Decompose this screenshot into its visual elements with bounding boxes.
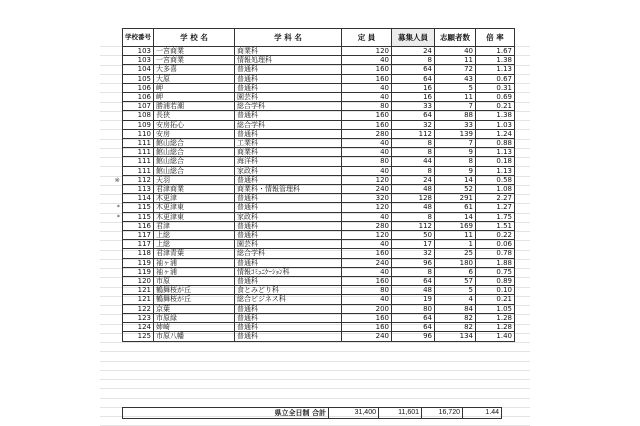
cell-department: 普通科 xyxy=(235,332,342,341)
cell-school-number: 111 xyxy=(123,166,154,175)
cell-applicants: 14 xyxy=(435,175,476,184)
cell-school-number: 111 xyxy=(123,148,154,157)
cell-capacity: 40 xyxy=(342,166,392,175)
cell-department: 普通科 xyxy=(235,313,342,322)
table-row xyxy=(123,267,515,276)
table-row xyxy=(123,175,515,184)
cell-school-number: 104 xyxy=(123,65,154,74)
cell-recruitment: 64 xyxy=(392,323,435,332)
cell-department: 食とみどり科 xyxy=(235,286,342,295)
table-row xyxy=(123,83,515,92)
cell-ratio: 1.05 xyxy=(476,304,515,313)
cell-capacity: 80 xyxy=(342,286,392,295)
cell-capacity: 40 xyxy=(342,56,392,65)
cell-applicants: 33 xyxy=(435,120,476,129)
cell-department: 普通科 xyxy=(235,323,342,332)
cell-school-number: 106 xyxy=(123,83,154,92)
total-row xyxy=(123,408,502,419)
cell-recruitment: 8 xyxy=(392,139,435,148)
applicants-table xyxy=(122,28,515,342)
cell-applicants: 8 xyxy=(435,157,476,166)
cell-ratio: 0.06 xyxy=(476,240,515,249)
cell-recruitment: 32 xyxy=(392,120,435,129)
cell-ratio: 1.40 xyxy=(476,332,515,341)
cell-school-name: 館山総合 xyxy=(154,139,235,148)
cell-department: 総合学科 xyxy=(235,120,342,129)
cell-capacity: 160 xyxy=(342,65,392,74)
cell-recruitment: 96 xyxy=(392,258,435,267)
cell-applicants: 84 xyxy=(435,304,476,313)
cell-school-name: 一宮商業 xyxy=(154,56,235,65)
cell-capacity: 40 xyxy=(342,148,392,157)
cell-ratio: 0.69 xyxy=(476,93,515,102)
cell-recruitment: 17 xyxy=(392,240,435,249)
cell-applicants: 40 xyxy=(435,47,476,56)
cell-ratio: 1.13 xyxy=(476,166,515,175)
cell-recruitment: 50 xyxy=(392,231,435,240)
cell-capacity: 120 xyxy=(342,47,392,56)
table-row xyxy=(123,240,515,249)
cell-school-number: 117 xyxy=(123,231,154,240)
cell-applicants: 1 xyxy=(435,240,476,249)
cell-recruitment: 8 xyxy=(392,267,435,276)
gridline xyxy=(100,361,530,362)
cell-school-name: 市原八幡 xyxy=(154,332,235,341)
cell-recruitment: 80 xyxy=(392,304,435,313)
gridline xyxy=(100,370,530,371)
cell-ratio: 1.67 xyxy=(476,47,515,56)
cell-recruitment: 16 xyxy=(392,93,435,102)
cell-department: 商業科 xyxy=(235,148,342,157)
cell-capacity: 160 xyxy=(342,111,392,120)
gridline xyxy=(100,342,530,343)
cell-applicants: 88 xyxy=(435,111,476,120)
cell-ratio: 1.08 xyxy=(476,185,515,194)
cell-recruitment: 19 xyxy=(392,295,435,304)
gridline xyxy=(100,388,530,389)
table-row xyxy=(123,111,515,120)
table-row xyxy=(123,249,515,258)
cell-applicants: 14 xyxy=(435,212,476,221)
cell-applicants: 57 xyxy=(435,277,476,286)
cell-capacity: 160 xyxy=(342,313,392,322)
cell-school-number: 111 xyxy=(123,157,154,166)
gridline xyxy=(100,351,530,352)
total-label: 県立全日制 合計 xyxy=(123,408,329,419)
cell-school-number: 107 xyxy=(123,102,154,111)
cell-school-name: 館山総合 xyxy=(154,157,235,166)
cell-school-name: 君津青葉 xyxy=(154,249,235,258)
cell-applicants: 5 xyxy=(435,286,476,295)
cell-applicants: 72 xyxy=(435,65,476,74)
cell-recruitment: 8 xyxy=(392,148,435,157)
cell-school-number: 114 xyxy=(123,194,154,203)
cell-school-name: 市原 xyxy=(154,277,235,286)
table-row xyxy=(123,212,515,221)
cell-ratio: 1.51 xyxy=(476,221,515,230)
cell-department: 家政科 xyxy=(235,212,342,221)
cell-ratio: 1.24 xyxy=(476,129,515,138)
cell-capacity: 200 xyxy=(342,304,392,313)
total-ratio: 1.44 xyxy=(463,408,502,419)
cell-capacity: 240 xyxy=(342,332,392,341)
table-row xyxy=(123,157,515,166)
cell-department: 普通科 xyxy=(235,194,342,203)
cell-capacity: 160 xyxy=(342,249,392,258)
cell-capacity: 160 xyxy=(342,74,392,83)
cell-recruitment: 33 xyxy=(392,102,435,111)
cell-capacity: 40 xyxy=(342,212,392,221)
cell-applicants: 11 xyxy=(435,56,476,65)
cell-school-number: 121 xyxy=(123,295,154,304)
cell-department: 海洋科 xyxy=(235,157,342,166)
header-department: 学 科 名 xyxy=(235,29,342,47)
cell-ratio: 2.27 xyxy=(476,194,515,203)
cell-applicants: 43 xyxy=(435,74,476,83)
cell-applicants: 134 xyxy=(435,332,476,341)
header-ratio: 倍 率 xyxy=(476,29,515,47)
table-row xyxy=(123,56,515,65)
table-row xyxy=(123,231,515,240)
cell-school-number: 111 xyxy=(123,139,154,148)
cell-applicants: 5 xyxy=(435,83,476,92)
cell-school-number: 116 xyxy=(123,221,154,230)
cell-ratio: 0.18 xyxy=(476,157,515,166)
cell-applicants: 4 xyxy=(435,295,476,304)
header-school-number: 学校番号 xyxy=(123,29,154,47)
cell-school-name: 館山総合 xyxy=(154,166,235,175)
cell-applicants: 7 xyxy=(435,139,476,148)
cell-school-name: 長狭 xyxy=(154,111,235,120)
cell-school-name: 君津 xyxy=(154,221,235,230)
cell-ratio: 1.38 xyxy=(476,111,515,120)
cell-recruitment: 24 xyxy=(392,47,435,56)
table-row xyxy=(123,47,515,56)
table-row xyxy=(123,332,515,341)
header-recruitment: 募集人員 xyxy=(392,29,435,47)
cell-capacity: 320 xyxy=(342,194,392,203)
cell-department: 普通科 xyxy=(235,65,342,74)
cell-capacity: 160 xyxy=(342,277,392,286)
cell-department: 工業科 xyxy=(235,139,342,148)
total-recruitment: 11,601 xyxy=(379,408,422,419)
header-applicants: 志願者数 xyxy=(435,29,476,47)
table-row xyxy=(123,120,515,129)
cell-school-name: 袖ヶ浦 xyxy=(154,267,235,276)
cell-applicants: 139 xyxy=(435,129,476,138)
cell-department: 情報処理科 xyxy=(235,56,342,65)
cell-school-number: 115 xyxy=(123,203,154,212)
cell-school-number: 112 xyxy=(123,175,154,184)
cell-department: 普通科 xyxy=(235,304,342,313)
cell-ratio: 0.21 xyxy=(476,295,515,304)
total-capacity: 31,400 xyxy=(329,408,379,419)
header-row xyxy=(123,29,515,47)
cell-ratio: 0.31 xyxy=(476,83,515,92)
table-body xyxy=(123,47,515,342)
cell-school-number: 113 xyxy=(123,185,154,194)
cell-applicants: 180 xyxy=(435,258,476,267)
row-note-marker: ※ xyxy=(114,175,120,184)
cell-ratio: 0.58 xyxy=(476,175,515,184)
cell-school-name: 岬 xyxy=(154,83,235,92)
table-row xyxy=(123,203,515,212)
cell-ratio: 0.21 xyxy=(476,102,515,111)
cell-department: 普通科 xyxy=(235,111,342,120)
cell-capacity: 40 xyxy=(342,295,392,304)
cell-capacity: 280 xyxy=(342,221,392,230)
cell-department: 総合学科 xyxy=(235,102,342,111)
cell-capacity: 160 xyxy=(342,120,392,129)
cell-department: 普通科 xyxy=(235,129,342,138)
cell-school-name: 上総 xyxy=(154,231,235,240)
table-row xyxy=(123,286,515,295)
cell-recruitment: 32 xyxy=(392,249,435,258)
cell-school-name: 勝浦若潮 xyxy=(154,102,235,111)
cell-ratio: 1.28 xyxy=(476,323,515,332)
cell-school-name: 一宮商業 xyxy=(154,47,235,56)
cell-applicants: 169 xyxy=(435,221,476,230)
table-row xyxy=(123,221,515,230)
cell-ratio: 0.88 xyxy=(476,139,515,148)
cell-department: 園芸科 xyxy=(235,93,342,102)
cell-recruitment: 64 xyxy=(392,74,435,83)
cell-applicants: 25 xyxy=(435,249,476,258)
cell-recruitment: 8 xyxy=(392,56,435,65)
cell-school-name: 鶴舞桜が丘 xyxy=(154,295,235,304)
cell-ratio: 1.27 xyxy=(476,203,515,212)
cell-ratio: 1.88 xyxy=(476,258,515,267)
cell-school-number: 125 xyxy=(123,332,154,341)
cell-ratio: 0.10 xyxy=(476,286,515,295)
cell-recruitment: 48 xyxy=(392,286,435,295)
cell-ratio: 1.28 xyxy=(476,313,515,322)
cell-recruitment: 128 xyxy=(392,194,435,203)
cell-school-name: 大多喜 xyxy=(154,65,235,74)
cell-school-number: 103 xyxy=(123,56,154,65)
cell-ratio: 1.13 xyxy=(476,65,515,74)
cell-recruitment: 64 xyxy=(392,65,435,74)
cell-ratio: 1.13 xyxy=(476,148,515,157)
cell-applicants: 82 xyxy=(435,313,476,322)
cell-school-name: 安房 xyxy=(154,129,235,138)
cell-school-name: 姉崎 xyxy=(154,323,235,332)
cell-department: 普通科 xyxy=(235,231,342,240)
cell-recruitment: 24 xyxy=(392,175,435,184)
table-row xyxy=(123,277,515,286)
total-table xyxy=(122,407,502,419)
cell-school-name: 木更津 xyxy=(154,194,235,203)
cell-ratio: 0.78 xyxy=(476,249,515,258)
cell-applicants: 7 xyxy=(435,102,476,111)
cell-capacity: 80 xyxy=(342,102,392,111)
cell-school-name: 木更津東 xyxy=(154,203,235,212)
cell-recruitment: 64 xyxy=(392,277,435,286)
cell-school-number: 124 xyxy=(123,323,154,332)
cell-school-name: 袖ヶ浦 xyxy=(154,258,235,267)
cell-department: 総合ビジネス科 xyxy=(235,295,342,304)
cell-ratio: 0.89 xyxy=(476,277,515,286)
cell-school-name: 館山総合 xyxy=(154,148,235,157)
cell-applicants: 291 xyxy=(435,194,476,203)
cell-applicants: 61 xyxy=(435,203,476,212)
cell-school-number: 117 xyxy=(123,240,154,249)
cell-recruitment: 16 xyxy=(392,83,435,92)
cell-recruitment: 8 xyxy=(392,166,435,175)
table-row xyxy=(123,313,515,322)
table-row xyxy=(123,139,515,148)
cell-recruitment: 112 xyxy=(392,129,435,138)
cell-school-number: 121 xyxy=(123,286,154,295)
cell-school-number: 106 xyxy=(123,93,154,102)
row-note-marker: * xyxy=(116,203,120,212)
table-row xyxy=(123,129,515,138)
cell-school-number: 123 xyxy=(123,313,154,322)
cell-department: 園芸科 xyxy=(235,240,342,249)
cell-applicants: 9 xyxy=(435,148,476,157)
cell-school-number: 103 xyxy=(123,47,154,56)
cell-school-number: 105 xyxy=(123,74,154,83)
cell-department: 普通科 xyxy=(235,203,342,212)
row-note-marker: * xyxy=(116,212,120,221)
table-row xyxy=(123,194,515,203)
cell-capacity: 120 xyxy=(342,203,392,212)
cell-school-name: 上総 xyxy=(154,240,235,249)
cell-school-number: 115 xyxy=(123,212,154,221)
cell-school-number: 119 xyxy=(123,267,154,276)
cell-school-number: 108 xyxy=(123,111,154,120)
header-capacity: 定 員 xyxy=(342,29,392,47)
gridline xyxy=(100,398,530,399)
cell-applicants: 82 xyxy=(435,323,476,332)
cell-applicants: 11 xyxy=(435,93,476,102)
header-school-name: 学 校 名 xyxy=(154,29,235,47)
total-applicants: 16,720 xyxy=(422,408,463,419)
cell-department: 普通科 xyxy=(235,83,342,92)
cell-capacity: 40 xyxy=(342,139,392,148)
cell-school-name: 天羽 xyxy=(154,175,235,184)
cell-ratio: 1.03 xyxy=(476,120,515,129)
cell-school-name: 岬 xyxy=(154,93,235,102)
cell-capacity: 40 xyxy=(342,267,392,276)
table-row xyxy=(123,102,515,111)
cell-recruitment: 96 xyxy=(392,332,435,341)
cell-department: 商業科 xyxy=(235,47,342,56)
table-row xyxy=(123,295,515,304)
cell-school-name: 木更津東 xyxy=(154,212,235,221)
cell-department: 普通科 xyxy=(235,258,342,267)
cell-school-number: 122 xyxy=(123,304,154,313)
cell-ratio: 1.38 xyxy=(476,56,515,65)
table-row xyxy=(123,323,515,332)
cell-capacity: 240 xyxy=(342,258,392,267)
cell-department: 普通科 xyxy=(235,175,342,184)
cell-school-name: 京葉 xyxy=(154,304,235,313)
cell-capacity: 160 xyxy=(342,323,392,332)
cell-school-number: 118 xyxy=(123,249,154,258)
cell-recruitment: 8 xyxy=(392,212,435,221)
cell-capacity: 280 xyxy=(342,129,392,138)
gridline xyxy=(100,379,530,380)
cell-capacity: 120 xyxy=(342,175,392,184)
cell-ratio: 0.22 xyxy=(476,231,515,240)
cell-school-number: 120 xyxy=(123,277,154,286)
table-row xyxy=(123,166,515,175)
cell-school-number: 119 xyxy=(123,258,154,267)
cell-school-number: 109 xyxy=(123,120,154,129)
cell-school-name: 大原 xyxy=(154,74,235,83)
cell-ratio: 1.75 xyxy=(476,212,515,221)
cell-department: 商業科・情報管理科 xyxy=(235,185,342,194)
cell-department: 普通科 xyxy=(235,277,342,286)
cell-department: 総合学科 xyxy=(235,249,342,258)
cell-school-name: 市原緑 xyxy=(154,313,235,322)
cell-recruitment: 44 xyxy=(392,157,435,166)
cell-recruitment: 64 xyxy=(392,111,435,120)
cell-capacity: 40 xyxy=(342,93,392,102)
cell-ratio: 0.75 xyxy=(476,267,515,276)
cell-recruitment: 64 xyxy=(392,313,435,322)
cell-capacity: 240 xyxy=(342,185,392,194)
table-row xyxy=(123,258,515,267)
cell-department: 家政科 xyxy=(235,166,342,175)
cell-school-name: 安房拓心 xyxy=(154,120,235,129)
cell-department: 普通科 xyxy=(235,74,342,83)
table-row xyxy=(123,148,515,157)
cell-recruitment: 112 xyxy=(392,221,435,230)
cell-applicants: 9 xyxy=(435,166,476,175)
cell-applicants: 11 xyxy=(435,231,476,240)
table-row xyxy=(123,185,515,194)
cell-recruitment: 48 xyxy=(392,185,435,194)
cell-applicants: 6 xyxy=(435,267,476,276)
cell-department: 情報ｺﾐｭﾆｹｰｼｮﾝ科 xyxy=(235,267,342,276)
table-row xyxy=(123,304,515,313)
cell-applicants: 52 xyxy=(435,185,476,194)
cell-ratio: 0.67 xyxy=(476,74,515,83)
cell-capacity: 40 xyxy=(342,240,392,249)
table-row xyxy=(123,74,515,83)
cell-capacity: 80 xyxy=(342,157,392,166)
cell-capacity: 40 xyxy=(342,83,392,92)
table-row xyxy=(123,93,515,102)
cell-recruitment: 48 xyxy=(392,203,435,212)
cell-capacity: 120 xyxy=(342,231,392,240)
cell-department: 普通科 xyxy=(235,221,342,230)
cell-school-name: 君津商業 xyxy=(154,185,235,194)
cell-school-number: 110 xyxy=(123,129,154,138)
cell-school-name: 鶴舞桜が丘 xyxy=(154,286,235,295)
table-row xyxy=(123,65,515,74)
